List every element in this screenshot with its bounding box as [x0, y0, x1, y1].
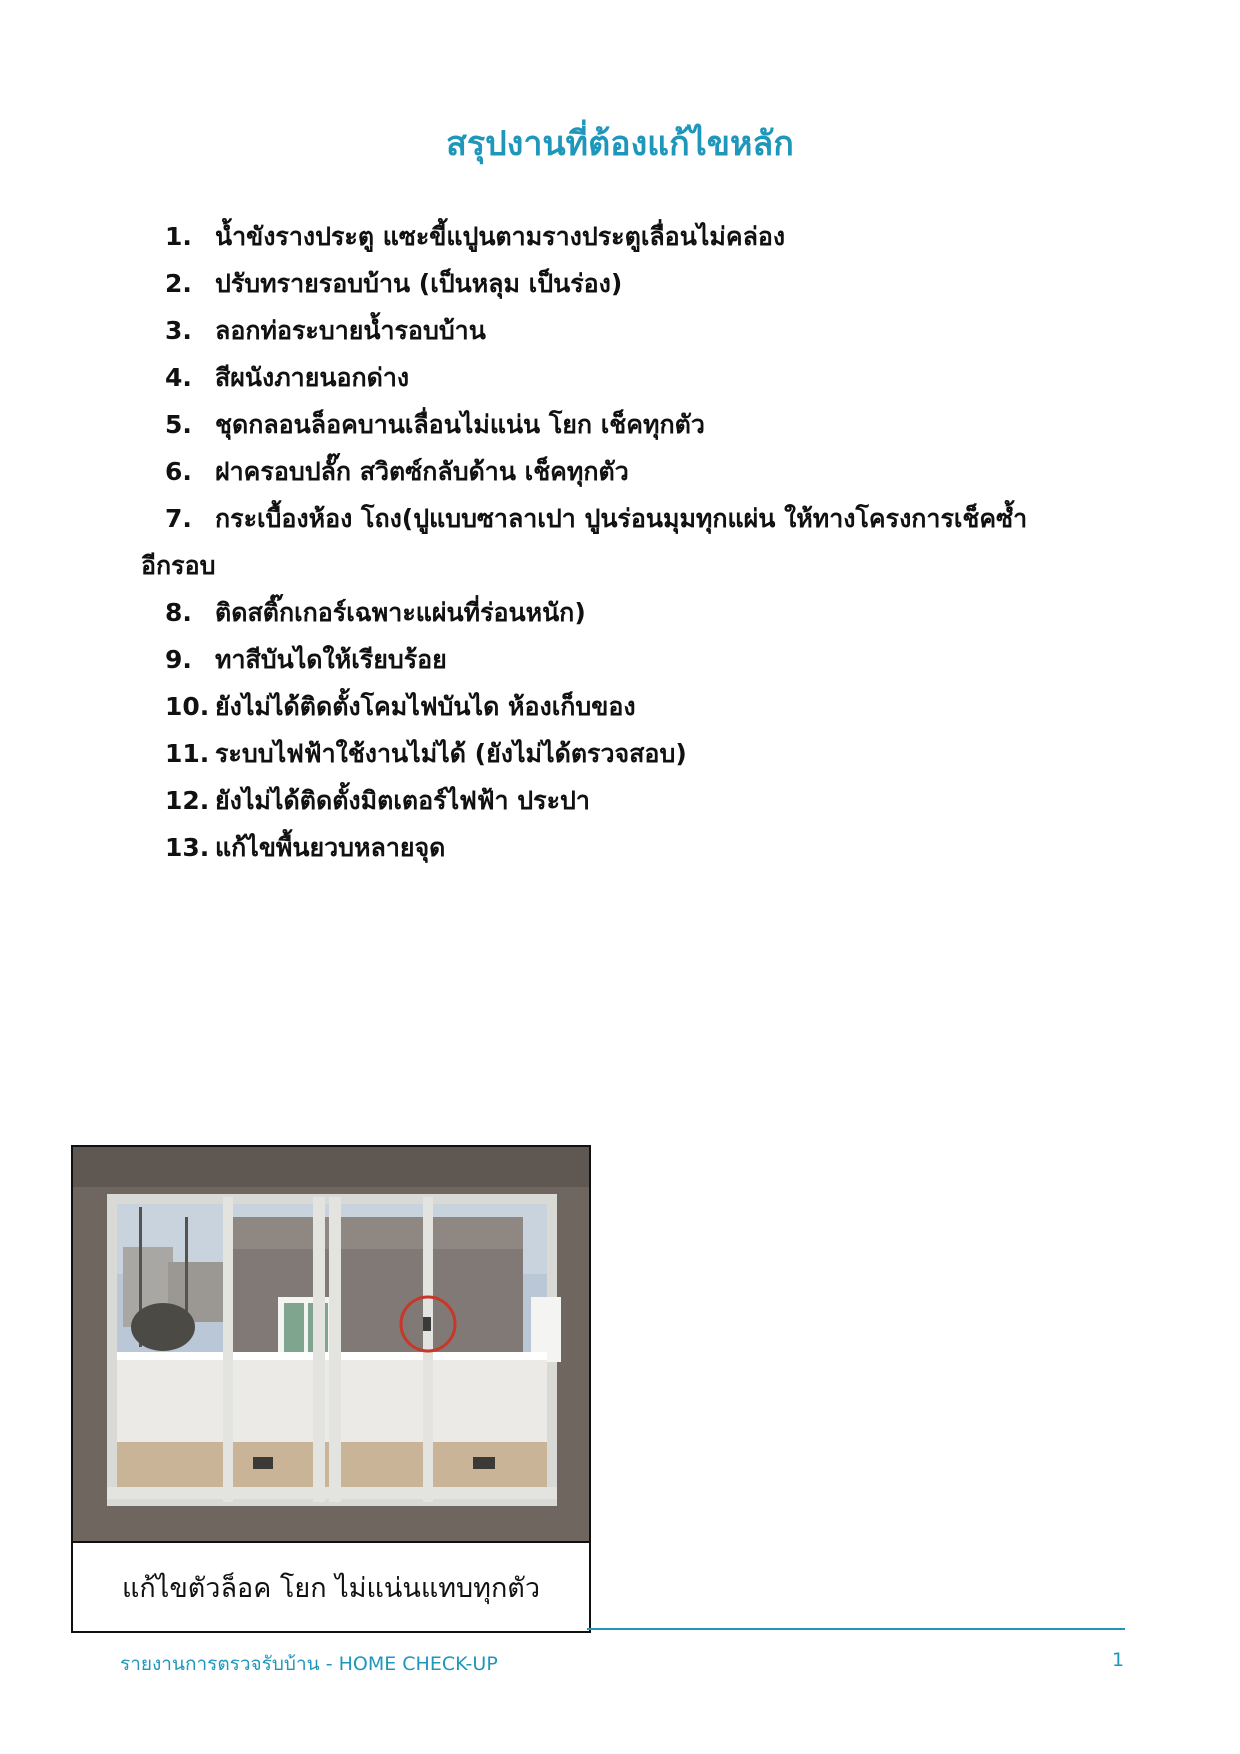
item-number: 9. [165, 645, 192, 674]
item-text: สีผนังภายนอกด่าง [215, 363, 410, 392]
photo-caption: แก้ไขตัวล็อค โยก ไม่แน่นแทบทุกตัว [121, 1572, 540, 1604]
list-item [141, 495, 1125, 589]
item-number: 7. [165, 504, 192, 533]
item-text: ยังไม่ได้ติดตั้งโคมไฟบันได ห้องเก็บของ [215, 692, 636, 721]
item-number: 8. [165, 598, 192, 627]
item-text: ระบบไฟฟ้าใช้งานไม่ได้ (ยังไม่ได้ตรวจสอบ) [215, 739, 687, 768]
list-item [165, 730, 1125, 777]
item-number: 12. [165, 786, 210, 815]
item-number: 5. [165, 410, 192, 439]
list-item [165, 260, 1125, 307]
item-number: 11. [165, 739, 210, 768]
item-number: 3. [165, 316, 192, 345]
item-number: 1. [165, 222, 192, 251]
footer-divider [587, 1628, 1125, 1630]
list-item [165, 401, 1125, 448]
page-title: สรุปงานที่ต้องแก้ไขหลัก [446, 124, 794, 164]
list-item [165, 824, 1125, 871]
photo-illustration [73, 1147, 589, 1541]
page-number: 1 [1112, 1649, 1125, 1671]
list-item [165, 448, 1125, 495]
item-text: แก้ไขพื้นยวบหลายจุด [215, 833, 446, 862]
window-lock-photo [73, 1147, 589, 1543]
item-number: 4. [165, 363, 192, 392]
list-item [165, 636, 1125, 683]
list-item [165, 777, 1125, 824]
item-text: ยังไม่ได้ติดตั้งมิตเตอร์ไฟฟ้า ประปา [215, 786, 590, 815]
item-number: 2. [165, 269, 192, 298]
issue-list [141, 213, 1125, 871]
list-item [165, 589, 1125, 636]
item-text: ปรับทรายรอบบ้าน (เป็นหลุม เป็นร่อง) [215, 269, 623, 298]
item-number: 10. [165, 692, 210, 721]
footer-report-title: รายงานการตรวจรับบ้าน - HOME CHECK-UP [120, 1653, 498, 1675]
item-text: กระเบื้องห้อง โถง(ปูแบบซาลาเปา ปูนร่อนมุมทุกแผ่น ให้ทางโครงการเช็คซ้ำ [215, 504, 1028, 533]
item-number: 6. [165, 457, 192, 486]
item-text-continuation: อีกรอบ [141, 551, 216, 580]
item-text: น้ำขังรางประตู แซะขี้แปูนตามรางประตูเลื่อนไม่คล่อง [215, 222, 786, 251]
item-text: ชุดกลอนล็อคบานเลื่อนไม่แน่น โยก เช็คทุกตัว [215, 410, 705, 439]
list-item [165, 307, 1125, 354]
photo-figure [71, 1145, 591, 1633]
item-number: 13. [165, 833, 210, 862]
item-text: ลอกท่อระบายน้ำรอบบ้าน [215, 316, 486, 345]
list-item [165, 354, 1125, 401]
item-text: ทาสีบันไดให้เรียบร้อย [215, 645, 447, 674]
list-item [165, 213, 1125, 260]
item-text: ติดสติ๊กเกอร์เฉพาะแผ่นที่ร่อนหนัก) [215, 598, 586, 627]
item-text: ฝาครอบปลั๊ก สวิตซ์กลับด้าน เช็คทุกตัว [215, 457, 629, 486]
list-item [165, 683, 1125, 730]
